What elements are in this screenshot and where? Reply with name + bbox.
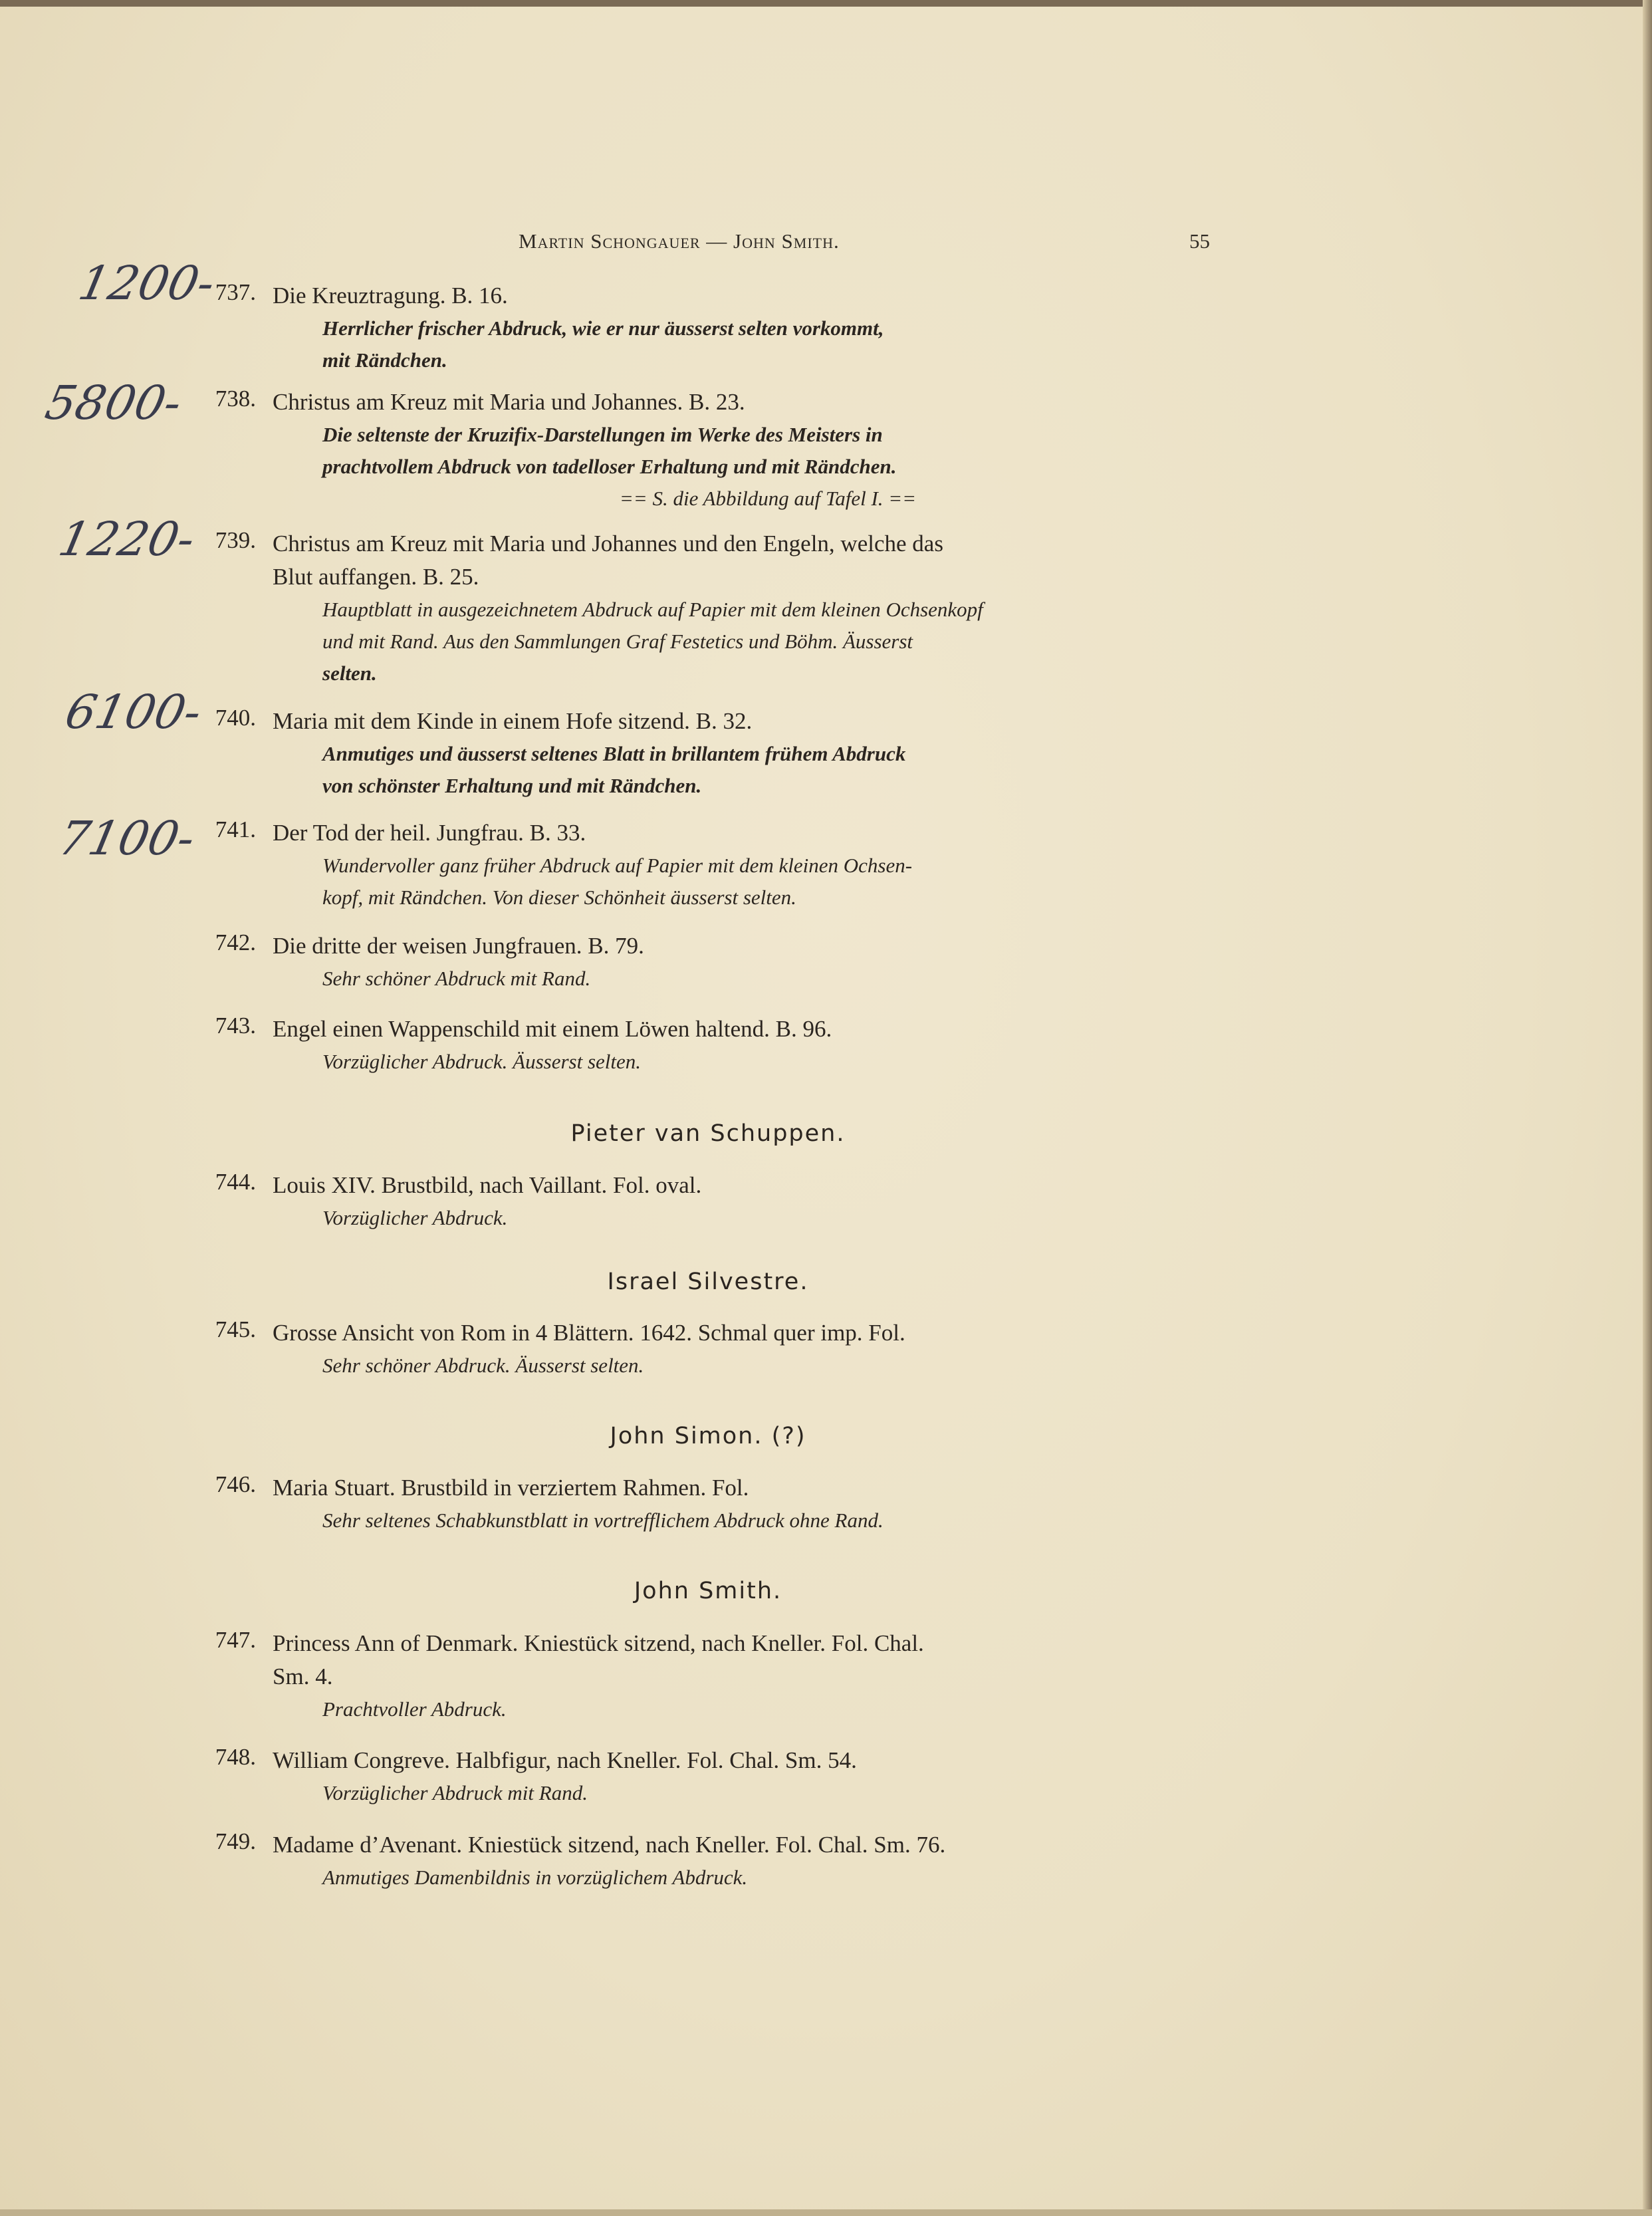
- handwritten-price: 5800-: [41, 376, 187, 430]
- catalog-entry: [203, 816, 1213, 914]
- entry-title: Grosse Ansicht von Rom in 4 Blättern. 1642. Schmal quer imp. Fol.: [273, 1320, 905, 1346]
- entry-number: 740.: [215, 705, 256, 731]
- entry-number: 738.: [215, 386, 256, 412]
- handwritten-price: 1220-: [54, 512, 200, 566]
- plate-reference: == S. die Abbildung auf Tafel I. ==: [619, 487, 917, 510]
- entry-desc-line: Anmutiges Damenbildnis in vorzüglichem Abdruck.: [322, 1866, 748, 1889]
- entry-desc-line: Die seltenste der Kruzifix-Darstellungen im Werke des Meisters in: [322, 423, 883, 446]
- entry-desc-line: von schönster Erhaltung und mit Rändchen.: [322, 774, 702, 797]
- page-edge-right: [1643, 0, 1652, 2216]
- entry-title: Die Kreuztragung. B. 16.: [273, 283, 508, 308]
- entry-number: 747.: [215, 1627, 256, 1653]
- entry-number: 743.: [215, 1013, 256, 1039]
- entry-number: 745.: [215, 1316, 256, 1342]
- entry-number: 749.: [215, 1828, 256, 1854]
- page-number: 55: [1189, 229, 1210, 253]
- entry-number: 737.: [215, 279, 256, 305]
- catalog-entry: [203, 1744, 1213, 1809]
- entry-desc-line: und mit Rand. Aus den Sammlungen Graf Festetics und Böhm. Äusserst: [322, 630, 913, 653]
- catalog-entry: [203, 705, 1213, 802]
- handwritten-price: 6100-: [60, 685, 207, 739]
- entry-desc-line: prachtvollem Abdruck von tadelloser Erhaltung und mit Rändchen.: [322, 455, 897, 478]
- entry-number: 742.: [215, 929, 256, 955]
- section-heading: John Simon. (?): [610, 1423, 806, 1449]
- catalog-entry: [203, 386, 1213, 515]
- entry-desc-line: Vorzüglicher Abdruck.: [322, 1206, 508, 1229]
- section-heading: John Smith.: [634, 1578, 782, 1604]
- entry-title: Der Tod der heil. Jungfrau. B. 33.: [273, 820, 586, 846]
- entry-desc-line: Anmutiges und äusserst seltenes Blatt in brillantem frühem Abdruck: [322, 742, 906, 765]
- handwritten-price: 7100-: [54, 811, 200, 866]
- header-title: Martin Schongauer — John Smith.: [519, 229, 840, 253]
- entry-title-cont: Sm. 4.: [273, 1663, 333, 1689]
- entry-title: Madame d’Avenant. Kniestück sitzend, nach Kneller. Fol. Chal. Sm. 76.: [273, 1832, 946, 1858]
- entry-desc-line: Hauptblatt in ausgezeichnetem Abdruck auf Papier mit dem kleinen Ochsenkopf: [322, 598, 983, 621]
- entry-desc-line: selten.: [322, 662, 377, 685]
- section-heading: Pieter van Schuppen.: [570, 1120, 846, 1147]
- entry-desc-line: Prachtvoller Abdruck.: [322, 1697, 507, 1721]
- entry-desc-line: mit Rändchen.: [322, 348, 447, 372]
- entry-desc-line: Sehr schöner Abdruck mit Rand.: [322, 967, 591, 990]
- entry-desc-line: Herrlicher frischer Abdruck, wie er nur äusserst selten vorkommt,: [322, 316, 884, 340]
- entry-title-cont: Blut auffangen. B. 25.: [273, 564, 479, 590]
- page-edge-bottom: [0, 2209, 1652, 2216]
- section-heading: Israel Silvestre.: [607, 1269, 809, 1295]
- handwritten-price: 1200-: [74, 256, 220, 310]
- entry-desc-line: kopf, mit Rändchen. Von dieser Schönheit äusserst selten.: [322, 886, 796, 909]
- entry-desc-line: Sehr schöner Abdruck. Äusserst selten.: [322, 1354, 644, 1377]
- catalog-entry: [203, 1013, 1213, 1078]
- entry-title: William Congreve. Halbfigur, nach Kneller. Fol. Chal. Sm. 54.: [273, 1747, 857, 1773]
- catalog-entry: [203, 1828, 1213, 1894]
- entry-title: Louis XIV. Brustbild, nach Vaillant. Fol. oval.: [273, 1172, 702, 1198]
- entry-title: Engel einen Wappenschild mit einem Löwen haltend. B. 96.: [273, 1016, 832, 1042]
- entry-number: 744.: [215, 1169, 256, 1195]
- entry-desc-line: Vorzüglicher Abdruck mit Rand.: [322, 1781, 588, 1804]
- entry-desc-line: Vorzüglicher Abdruck. Äusserst selten.: [322, 1050, 642, 1073]
- entry-title: Christus am Kreuz mit Maria und Johannes. B. 23.: [273, 389, 745, 415]
- entry-title: Maria mit dem Kinde in einem Hofe sitzend. B. 32.: [273, 708, 753, 734]
- entry-number: 741.: [215, 816, 256, 842]
- entry-title: Christus am Kreuz mit Maria und Johannes und den Engeln, welche das: [273, 531, 943, 556]
- entry-number: 746.: [215, 1471, 256, 1497]
- entry-number: 748.: [215, 1744, 256, 1770]
- entry-desc-line: Wundervoller ganz früher Abdruck auf Papier mit dem kleinen Ochsen-: [322, 854, 913, 877]
- catalog-entry: [203, 1627, 1213, 1725]
- entry-title: Maria Stuart. Brustbild in verziertem Rahmen. Fol.: [273, 1475, 749, 1501]
- entry-desc-line: Sehr seltenes Schabkunstblatt in vortrefflichem Abdruck ohne Rand.: [322, 1509, 884, 1532]
- entry-title: Princess Ann of Denmark. Kniestück sitzend, nach Kneller. Fol. Chal.: [273, 1630, 924, 1656]
- running-header: [273, 229, 1210, 256]
- entry-number: 739.: [215, 527, 256, 553]
- catalog-entry: [203, 1471, 1213, 1537]
- catalog-entry: [203, 527, 1213, 689]
- catalog-entry: [203, 279, 1213, 376]
- catalog-entry: [203, 929, 1213, 995]
- catalog-entry: [203, 1169, 1213, 1234]
- catalog-entry: [203, 1316, 1213, 1382]
- entry-title: Die dritte der weisen Jungfrauen. B. 79.: [273, 933, 644, 959]
- page-edge-top: [0, 0, 1652, 7]
